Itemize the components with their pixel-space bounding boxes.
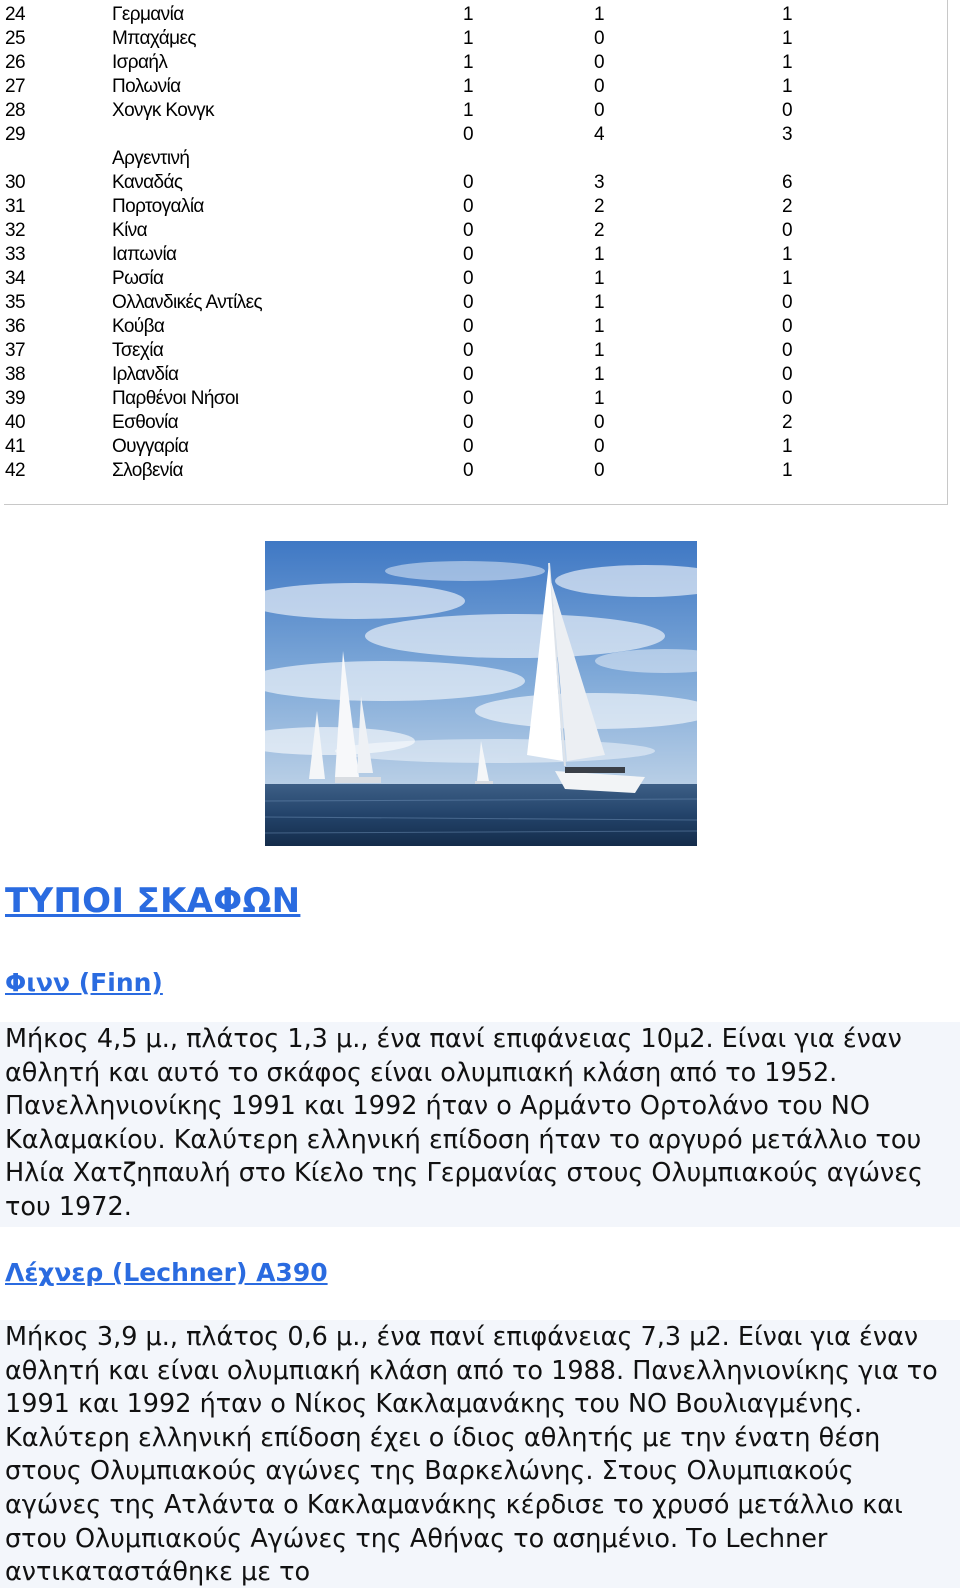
rank-cell: 24 [5,4,25,25]
lechner-link[interactable]: Λέχνερ (Lechner) Α390 [5,1258,328,1287]
rank-cell: 39 [5,388,25,409]
country-cell: Πολωνία [112,76,181,97]
silver-cell: 1 [594,388,604,409]
country-cell: Ιαπωνία [112,244,177,265]
rank-cell: 36 [5,316,25,337]
table-row [4,123,948,147]
gold-cell: 1 [463,4,473,25]
bronze-cell: 1 [782,28,792,49]
country-cell: Τσεχία [112,340,164,361]
gold-cell: 0 [463,388,473,409]
country-cell: Μπαχάμες [112,28,196,49]
rank-cell: 27 [5,76,25,97]
bronze-cell: 1 [782,4,792,25]
country-cell: Ιρλανδία [112,364,179,385]
table-row [4,195,948,219]
country-cell: Ουγγαρία [112,436,189,457]
table-row [4,243,948,267]
table-row [4,147,948,171]
rank-cell: 40 [5,412,25,433]
silver-cell: 4 [594,124,604,145]
bronze-cell: 1 [782,460,792,481]
silver-cell: 1 [594,340,604,361]
silver-cell: 0 [594,460,604,481]
finn-description: Μήκος 4,5 μ., πλάτος 1,3 μ., ένα πανί επιφάνειας 10μ2. Είναι για έναν αθλητή και αυτό το σκάφος είναι ολυμπιακή κλάση από το 1952. Πανελληνιονίκης 1991 και 1992 ήταν ο Αρμάντο Ορτολάνο του ΝΟ Καλαμακίου. Καλύτερη ελληνική επίδοση ήταν το αργυρό μετάλλιο του Ηλία Χατζηπαυλή στο Κίελο της Γερμανίας στους Ολυμπιακούς αγώνες του 1972. [5,1024,924,1222]
gold-cell: 1 [463,52,473,73]
bronze-cell: 0 [782,220,792,241]
gold-cell: 0 [463,292,473,313]
table-row [4,291,948,315]
silver-cell: 0 [594,412,604,433]
country-cell: Γερμανία [112,4,184,25]
silver-cell: 1 [594,244,604,265]
silver-cell: 2 [594,196,604,217]
table-row [4,387,948,411]
bronze-cell: 0 [782,316,792,337]
rank-cell: 34 [5,268,25,289]
silver-cell: 0 [594,76,604,97]
table-row [4,315,948,339]
gold-cell: 0 [463,364,473,385]
rank-cell: 38 [5,364,25,385]
bronze-cell: 0 [782,292,792,313]
rank-cell: 35 [5,292,25,313]
country-cell: Κούβα [112,316,165,337]
bronze-cell: 1 [782,244,792,265]
country-cell: Πορτογαλία [112,196,204,217]
bronze-cell: 0 [782,100,792,121]
rank-cell: 26 [5,52,25,73]
bronze-cell: 1 [782,52,792,73]
silver-cell: 0 [594,52,604,73]
bronze-cell: 3 [782,124,792,145]
silver-cell: 2 [594,220,604,241]
gold-cell: 0 [463,316,473,337]
rank-cell: 28 [5,100,25,121]
rank-cell: 41 [5,436,25,457]
bronze-cell: 1 [782,268,792,289]
gold-cell: 1 [463,28,473,49]
medal-table [4,0,948,505]
country-cell: Παρθένοι Νήσοι [112,388,239,409]
gold-cell: 0 [463,340,473,361]
country-cell: Κίνα [112,220,147,241]
gold-cell: 0 [463,220,473,241]
country-cell: Ρωσία [112,268,164,289]
silver-cell: 1 [594,316,604,337]
silver-cell: 1 [594,4,604,25]
bronze-cell: 0 [782,340,792,361]
rank-cell: 37 [5,340,25,361]
gold-cell: 0 [463,124,473,145]
gold-cell: 0 [463,436,473,457]
country-cell: Χονγκ Κονγκ [112,100,214,121]
gold-cell: 1 [463,76,473,97]
table-row [4,51,948,75]
gold-cell: 0 [463,460,473,481]
gold-cell: 0 [463,244,473,265]
gold-cell: 0 [463,412,473,433]
silver-cell: 0 [594,436,604,457]
table-row [4,171,948,195]
table-row [4,3,948,27]
rank-cell: 30 [5,172,25,193]
finn-link[interactable]: Φινν (Finn) [5,968,163,997]
bronze-cell: 2 [782,196,792,217]
bronze-cell: 1 [782,436,792,457]
table-row [4,267,948,291]
silver-cell: 0 [594,28,604,49]
lechner-description: Μήκος 3,9 μ., πλάτος 0,6 μ., ένα πανί επιφάνειας 7,3 μ2. Είναι για έναν αθλητή και είναι ολυμπιακή κλάση από το 1988. Πανελληνιονίκης για το 1991 και 1992 ήταν ο Νίκος Κακλαμανάκης του ΝΟ Βουλιαγμένης. Καλύτερη ελληνική επίδοση έχει ο ίδιος αθλητής με την ένατη θέση στους Ολυμπιακούς αγώνες της Βαρκελώνης. Στους Ολυμπιακούς αγώνες της Ατλάντα ο Κακλαμανάκης κέρδισε το χρυσό μετάλλιο και στου Ολυμπιακούς Αγώνες της Αθήνας το ασημένιο. Το Lechner αντικαταστάθηκε με το [5,1322,938,1588]
section-title[interactable]: ΤΥΠΟΙ ΣΚΑΦΩΝ [5,881,301,921]
bronze-cell: 0 [782,388,792,409]
silver-cell: 1 [594,292,604,313]
table-row [4,339,948,363]
country-cell: Εσθονία [112,412,179,433]
bronze-cell: 6 [782,172,792,193]
silver-cell: 0 [594,100,604,121]
gold-cell: 1 [463,100,473,121]
bronze-cell: 2 [782,412,792,433]
rank-cell: 25 [5,28,25,49]
rank-cell: 32 [5,220,25,241]
country-cell: Καναδάς [112,172,183,193]
gold-cell: 0 [463,196,473,217]
silver-cell: 1 [594,364,604,385]
table-row [4,99,948,123]
table-row [4,219,948,243]
country-cell: Ισραήλ [112,52,168,73]
rank-cell: 29 [5,124,25,145]
sailboats-photo [265,541,697,846]
rank-cell: 31 [5,196,25,217]
table-row [4,363,948,387]
country-cell: Αργεντινή [112,148,190,169]
table-row [4,75,948,99]
rank-cell: 42 [5,460,25,481]
silver-cell: 1 [594,268,604,289]
gold-cell: 0 [463,172,473,193]
table-row [4,27,948,51]
table-row [4,411,948,435]
country-cell: Ολλανδικές Αντίλες [112,292,263,313]
table-row [4,459,948,483]
bronze-cell: 0 [782,364,792,385]
table-row [4,435,948,459]
bronze-cell: 1 [782,76,792,97]
gold-cell: 0 [463,268,473,289]
silver-cell: 3 [594,172,604,193]
rank-cell: 33 [5,244,25,265]
country-cell: Σλοβενία [112,460,183,481]
